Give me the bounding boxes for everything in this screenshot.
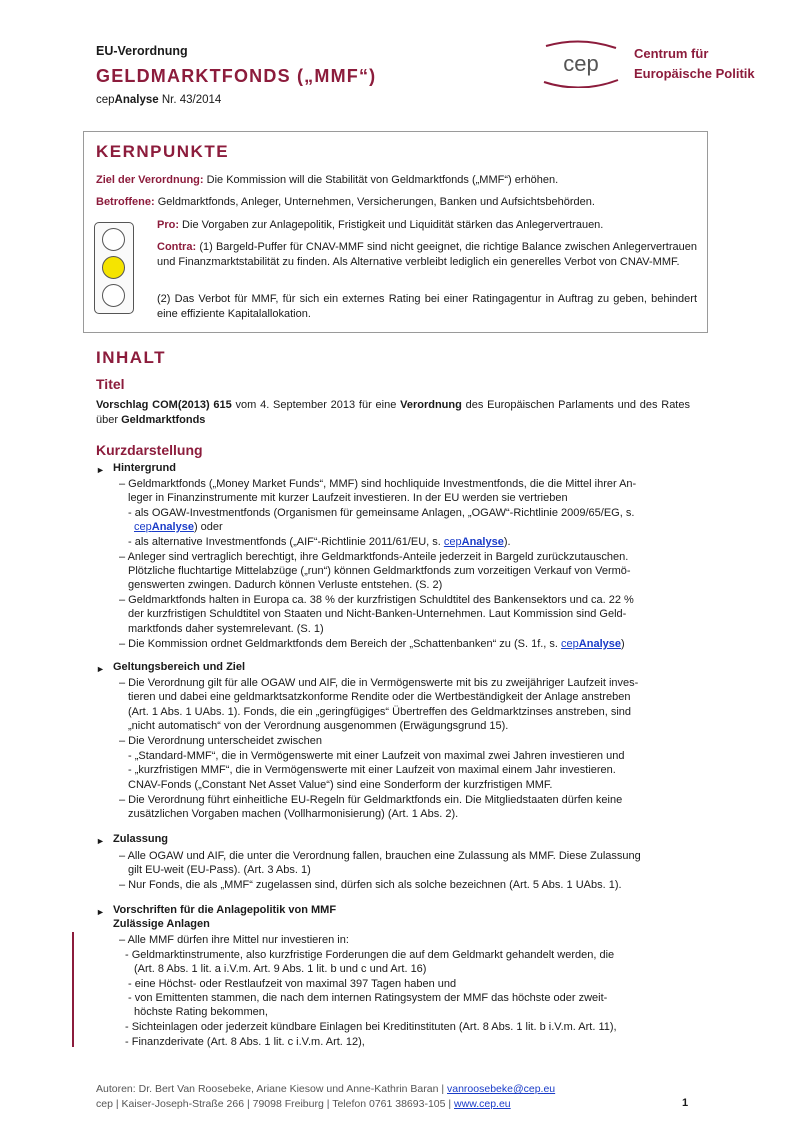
text-line: höchste Rating bekommen, [134, 1006, 268, 1018]
section-title: Vorschriften für die Anlagepolitik von MMF [113, 904, 337, 916]
text-line: - Sichteinlagen oder jederzeit kündbare Einlagen bei Kreditinstituten (Art. 8 Abs. 1 lit. b i.V.m. Art. 11), [125, 1021, 617, 1033]
text-line: CNAV-Fonds („Constant Net Asset Value“) sind eine Sonderform der kurzfristigen MMF. [128, 779, 553, 791]
text-line: (Art. 1 Abs. 1 UAbs. 1). Fonds, die ein „geringfügiges“ Übertreffen des Geldmarktzinses anstreben, sind [128, 706, 631, 718]
text-line: cepAnalyse) oder [134, 521, 223, 533]
bullet-icon: ► [96, 465, 105, 475]
cep-logo-text: Centrum für Europäische Politik [634, 46, 755, 81]
logo-mark-text: cep [563, 51, 599, 76]
traffic-light-bottom [102, 284, 125, 307]
ziel-line: Ziel der Verordnung: Die Kommission will die Stabilität von Geldmarktfonds („MMF“) erhöhen. [96, 174, 559, 186]
section-subtitle: Zulässige Anlagen [113, 918, 210, 930]
text-line: tieren und dabei eine geldmarktsatzkonforme Rendite oder die Wertbeständigkeit der Anlage anstreben [128, 691, 631, 703]
section-title: Zulassung [113, 833, 169, 845]
section-title: Geltungsbereich und Ziel [113, 661, 246, 673]
pro-text: Pro: Die Vorgaben zur Anlagepolitik, Fristigkeit und Liquidität stärken das Anlegervertrauen. [157, 219, 604, 231]
text-line: - „Standard-MMF“, die in Vermögenswerte mit einer Laufzeit von maximal zwei Jahren investieren und [128, 750, 625, 762]
text-line: - als OGAW-Investmentfonds (Organismen für gemeinsame Anlagen, „OGAW“-Richtlinie 2009/65/EG, s. [128, 507, 635, 519]
contra-text: Contra: (1) Bargeld-Puffer für CNAV-MMF sind nicht geeignet, die richtige Balance zwischen Anlegervertrauen und Finanzmarktstabilität zu finden. Als Alternative verbleibt lediglich ein generelles Verbot von CNAV-MMF. [157, 241, 697, 268]
text-line: – Anleger sind vertraglich berechtigt, ihre Geldmarktfonds-Anteile jederzeit in Bargeld zurückzutauschen. [119, 551, 629, 563]
kurzdarstellung-heading: Kurzdarstellung [96, 442, 203, 458]
footer-address: cep | Kaiser-Joseph-Straße 266 | 79098 Freiburg | Telefon 0761 38693-105 | www.cep.eu [96, 1098, 511, 1110]
kernpunkte-heading: KERNPUNKTE [96, 142, 230, 161]
kernpunkte-box [83, 131, 708, 333]
cep-logo [540, 40, 622, 88]
bullet-icon: ► [96, 664, 105, 674]
email-link[interactable]: vanroosebeke@cep.eu [447, 1083, 556, 1095]
text-line: – Alle MMF dürfen ihre Mittel nur investieren in: [119, 934, 349, 946]
text-line: zusätzlichen Vorgaben machen (Vollharmonisierung) (Art. 1 Abs. 2). [128, 808, 459, 820]
text-line: Plötzliche fluchtartige Mittelabzüge („run“) können Geldmarktfonds zum vorzeitigen Verkauf von Vermö- [128, 565, 631, 577]
text-line: genswerten zwingen. Dadurch können Verluste entstehen. (S. 2) [128, 579, 443, 591]
document-title: GELDMARKTFONDS („MMF“) [96, 66, 377, 86]
text-line: - von Emittenten stammen, die nach dem internen Ratingsystem der MMF das höchste oder zweit- [128, 992, 608, 1004]
traffic-light [94, 222, 134, 314]
text-line: marktfonds daher systemrelevant. (S. 1) [128, 623, 324, 635]
proposal-title: Vorschlag COM(2013) 615 vom 4. September 2013 für eine Verordnung des Europäischen Parlaments und des Rates über Geldmarktfonds [96, 399, 690, 426]
text-line: – Geldmarktfonds halten in Europa ca. 38 % der kurzfristigen Schuldtitel des Bankensektors und ca. 22 % [119, 594, 634, 606]
text-line: „nicht automatisch“ von der Verordnung ausgenommen (Erwägungsgrund 15). [128, 720, 509, 732]
text-line: - „kurzfristigen MMF“, die in Vermögenswerte mit einer Laufzeit von maximal einem Jahr investieren. [128, 764, 616, 776]
text-line: - eine Höchst- oder Restlaufzeit von maximal 397 Tagen haben und [128, 978, 457, 990]
contra-text-2: (2) Das Verbot für MMF, für sich ein externes Rating bei einer Ratingagentur in Auftrag zu geben, behindert eine effiziente Kapitalallokation. [157, 293, 697, 320]
series-number: cepAnalyse Nr. 43/2014 [96, 94, 222, 106]
inhalt-heading: INHALT [96, 348, 167, 367]
betroffene-line: Betroffene: Geldmarktfonds, Anleger, Unternehmen, Versicherungen, Banken und Aufsichtsbehörden. [96, 196, 595, 208]
bullet-icon: ► [96, 907, 105, 917]
text-line: – Geldmarktfonds („Money Market Funds“, MMF) sind hochliquide Investmentfonds, die die Mittel ihrer An- [119, 478, 637, 490]
text-line: – Die Verordnung unterscheidet zwischen [119, 735, 323, 747]
cepanalyse-link[interactable]: cepAnalyse [134, 521, 194, 533]
text-line: - Finanzderivate (Art. 8 Abs. 1 lit. c i.V.m. Art. 12), [125, 1036, 365, 1048]
text-line: – Nur Fonds, die als „MMF“ zugelassen sind, dürfen sich als solche bezeichnen (Art. 5 Abs. 1 UAbs. 1). [119, 879, 622, 891]
bullet-icon: ► [96, 836, 105, 846]
text-line: leger in Finanzinstrumente mit kurzer Laufzeit investieren. In der EU werden sie vertrieben [128, 492, 568, 504]
text-line: – Alle OGAW und AIF, die unter die Verordnung fallen, brauchen eine Zulassung als MMF. Diese Zulassung [119, 850, 641, 862]
page-number: 1 [682, 1097, 689, 1109]
titel-heading: Titel [96, 376, 125, 392]
website-link[interactable]: www.cep.eu [454, 1098, 511, 1110]
traffic-light-top [102, 228, 125, 251]
text-line: der kurzfristigen Schuldtitel von Staaten und Nicht-Banken-Unternehmen. Laut Kommission sind Geld- [128, 608, 627, 620]
cepanalyse-link[interactable]: cepAnalyse [443, 536, 504, 548]
text-line: - Geldmarktinstrumente, also kurzfristige Forderungen die auf dem Geldmarkt gehandelt werden, die [125, 949, 615, 961]
text-line: (Art. 8 Abs. 1 lit. a i.V.m. Art. 9 Abs. 1 lit. b und c und Art. 16) [134, 963, 427, 975]
document-kicker: EU-Verordnung [96, 44, 188, 58]
cepanalyse-link[interactable]: cepAnalyse [561, 638, 621, 650]
section-title: Hintergrund [113, 462, 176, 474]
text-line: – Die Verordnung gilt für alle OGAW und AIF, die in Vermögenswerte mit bis zu zweijähriger Laufzeit inves- [119, 677, 639, 689]
margin-marker-line [72, 932, 74, 1047]
text-line: - als alternative Investmentfonds („AIF“-Richtlinie 2011/61/EU, s. cepAnalyse). [128, 536, 511, 548]
traffic-light-middle [102, 256, 125, 279]
text-line: – Die Kommission ordnet Geldmarktfonds dem Bereich der „Schattenbanken“ zu (S. 1f., s. cepAnalyse) [119, 638, 625, 650]
text-line: – Die Verordnung führt einheitliche EU-Regeln für Geldmarktfonds ein. Die Mitgliedstaaten dürfen keine [119, 794, 623, 806]
footer-authors: Autoren: Dr. Bert Van Roosebeke, Ariane Kiesow und Anne-Kathrin Baran | vanroosebeke@cep.eu [96, 1083, 556, 1095]
text-line: gilt EU-weit (EU-Pass). (Art. 3 Abs. 1) [128, 864, 311, 876]
